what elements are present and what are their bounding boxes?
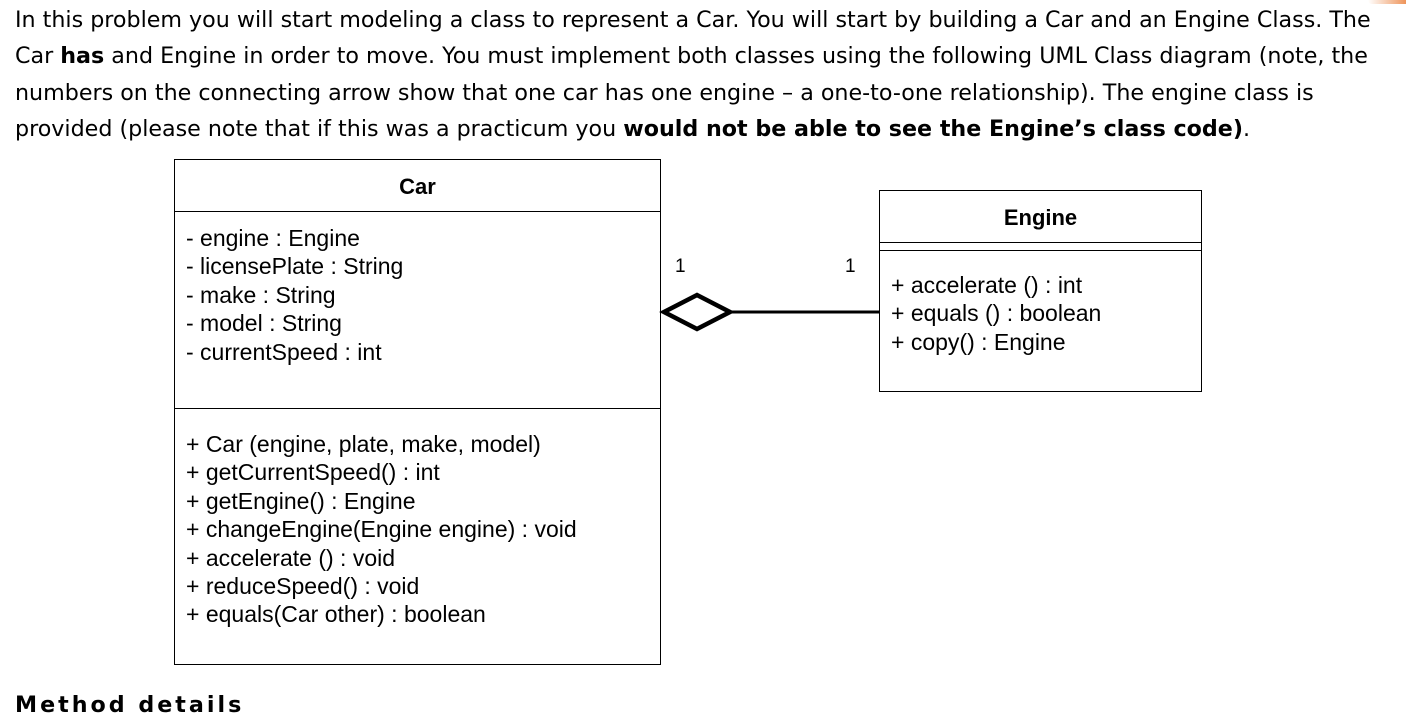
car-attribute: - make : String bbox=[186, 281, 336, 308]
engine-method: + accelerate () : int bbox=[891, 272, 1083, 298]
engine-method: + copy() : Engine bbox=[891, 328, 1066, 355]
car-method: + equals(Car other) : boolean bbox=[186, 601, 486, 628]
car-method: + reduceSpeed() : void bbox=[186, 573, 420, 600]
problem-text-part3: . bbox=[1242, 116, 1251, 143]
car-attribute: - licensePlate : String bbox=[186, 253, 404, 280]
problem-text-bold-has: has bbox=[60, 43, 105, 70]
car-attribute: - engine : Engine bbox=[186, 225, 360, 251]
car-method: + accelerate () : void bbox=[186, 544, 396, 571]
car-method: + Car (engine, plate, make, model) bbox=[186, 431, 541, 457]
car-attribute: - currentSpeed : int bbox=[186, 338, 382, 365]
problem-text-part2: and Engine in order to move. You must implement both classes using the following UML Class diagram (note, the numbers on the connecting arrow show that one car has one engine – a one-to-one relationship). The engine class is provided (please note that if this was a practicum you bbox=[15, 43, 1368, 143]
car-method: + getCurrentSpeed() : int bbox=[186, 459, 440, 486]
next-section-heading: Method details bbox=[15, 692, 245, 718]
engine-class-name: Engine bbox=[1003, 205, 1078, 230]
problem-text-part1: In this problem you will start modeling a class to represent a Car. You will start by building a Car and an Engine Class. The Car bbox=[15, 7, 1371, 70]
car-method: + changeEngine(Engine engine) : void bbox=[186, 516, 577, 543]
engine-multiplicity-label: 1 bbox=[845, 256, 856, 277]
aggregation-diamond bbox=[664, 295, 730, 329]
car-class-name: Car bbox=[399, 174, 436, 199]
car-method: + getEngine() : Engine bbox=[186, 487, 416, 514]
problem-text-bold-warning: would not be able to see the Engine’s class code) bbox=[623, 116, 1243, 143]
engine-method: + equals () : boolean bbox=[891, 300, 1102, 327]
car-multiplicity-label: 1 bbox=[675, 256, 686, 277]
car-attribute: - model : String bbox=[186, 310, 342, 337]
corner-accent-mark bbox=[1368, 0, 1406, 4]
